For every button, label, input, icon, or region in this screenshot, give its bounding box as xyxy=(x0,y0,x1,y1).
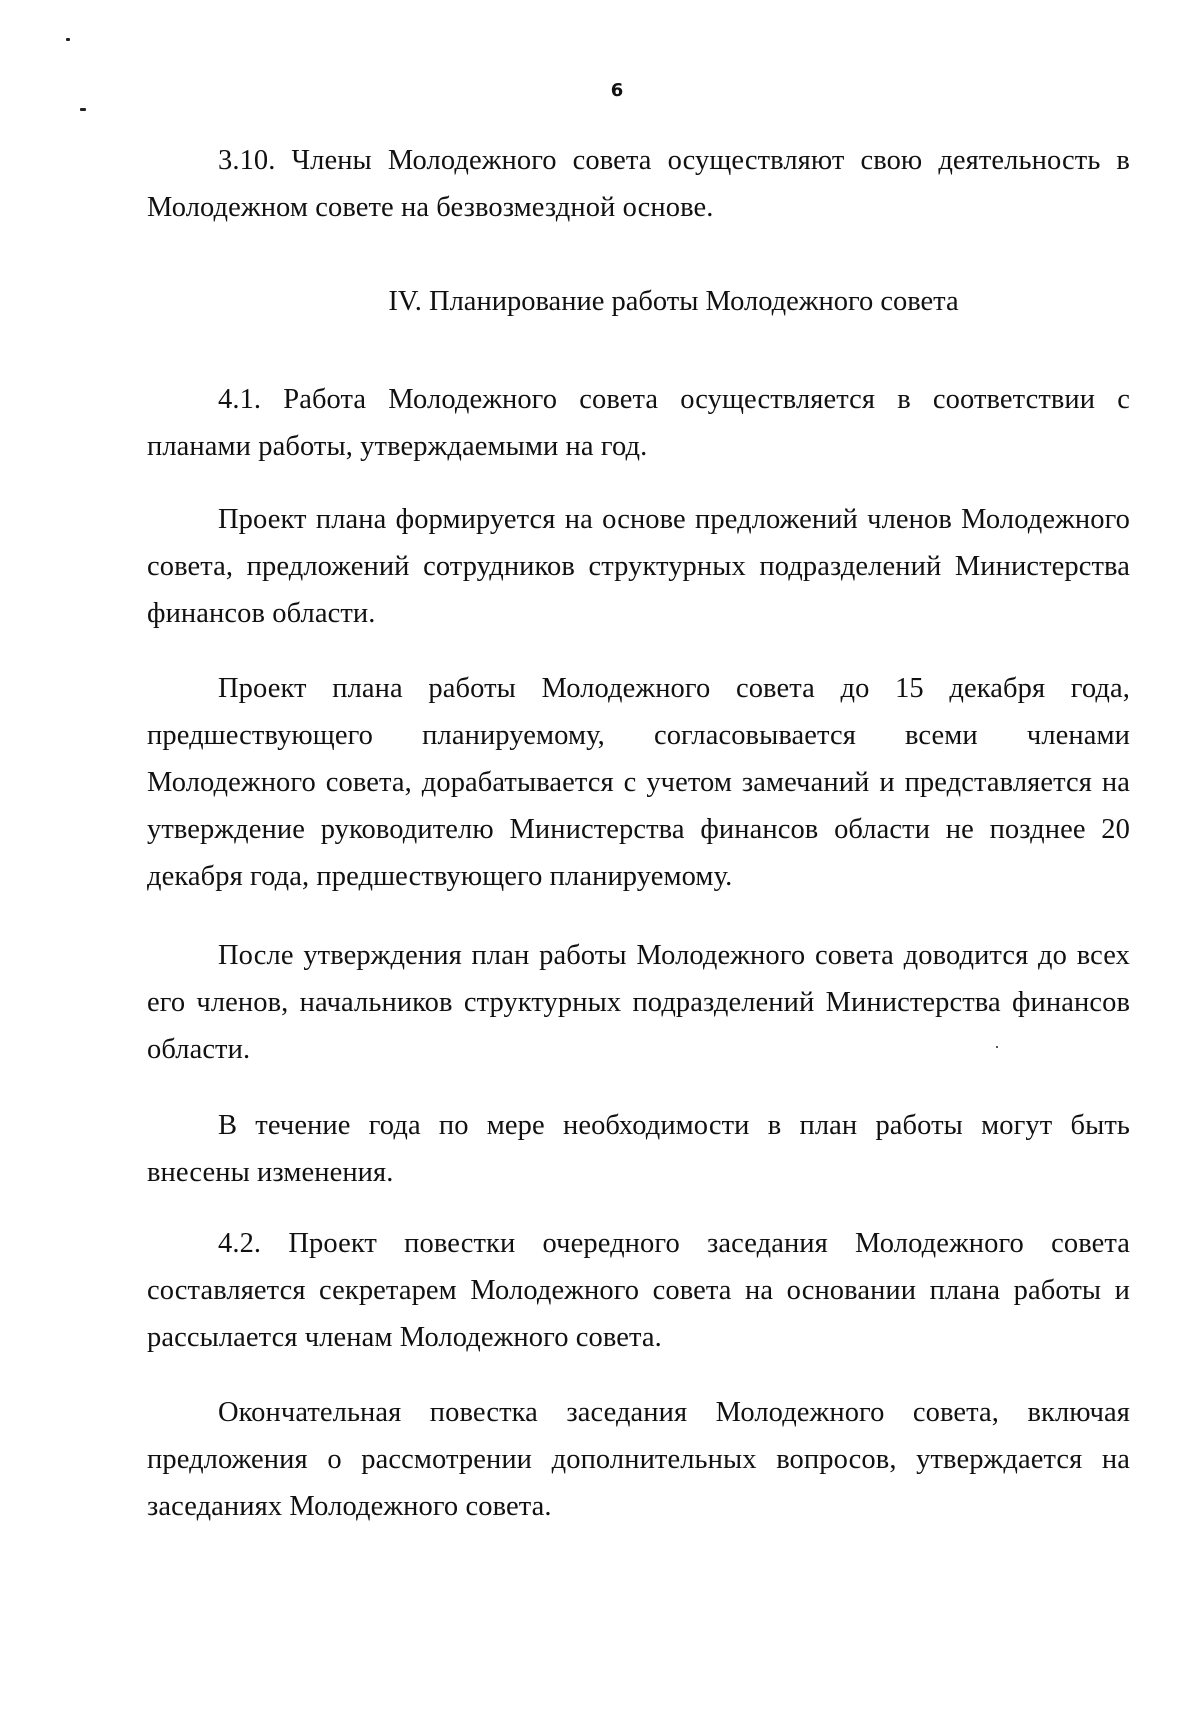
scan-artifact-dot xyxy=(66,38,70,41)
paragraph-4-1 xyxy=(147,376,1130,470)
paragraph-final-agenda xyxy=(147,1389,1130,1530)
paragraph-plan-basis xyxy=(147,496,1130,637)
paragraph-text: Окончательная повестка заседания Молодежного совета, включая предложения о рассмотрении дополнительных вопросов, утверждается на заседаниях Молодежного совета. xyxy=(147,1397,1130,1522)
paragraph-text: Проект плана формируется на основе предложений членов Молодежного совета, предложений сотрудников структурных подразделений Министерства финансов области. xyxy=(147,504,1130,629)
section-heading: IV. Планирование работы Молодежного совета xyxy=(388,286,959,317)
section-heading-iv xyxy=(147,278,1130,325)
paragraph-changes xyxy=(147,1102,1130,1196)
scan-artifact-dash xyxy=(80,108,86,111)
paragraph-after-approval xyxy=(147,932,1130,1073)
paragraph-4-2 xyxy=(147,1220,1130,1361)
paragraph-3-10 xyxy=(147,137,1130,231)
paragraph-text: Проект плана работы Молодежного совета до 15 декабря года, предшествующего планируемому, согласовывается всеми членами Молодежного совета, дорабатывается с учетом замечаний и представляется на утверждение руководителю Министерства финансов области не позднее 20 декабря года, предшествующего планируемому. xyxy=(147,673,1130,892)
paragraph-text: 3.10. Члены Молодежного совета осуществляют свою деятельность в Молодежном совете на безвозмездной основе. xyxy=(147,145,1130,223)
paragraph-text: 4.1. Работа Молодежного совета осуществляется в соответствии с планами работы, утверждаемыми на год. xyxy=(147,384,1130,462)
paragraph-plan-approval xyxy=(147,665,1130,900)
page-number: 6 xyxy=(610,80,624,101)
paragraph-text: В течение года по мере необходимости в план работы могут быть внесены изменения. xyxy=(147,1110,1130,1188)
paragraph-text: После утверждения план работы Молодежного совета доводится до всех его членов, начальников структурных подразделений Министерства финансов области. xyxy=(147,940,1130,1065)
paragraph-text: 4.2. Проект повестки очередного заседания Молодежного совета составляется секретарем Молодежного совета на основании плана работы и рассылается членам Молодежного совета. xyxy=(147,1228,1130,1353)
